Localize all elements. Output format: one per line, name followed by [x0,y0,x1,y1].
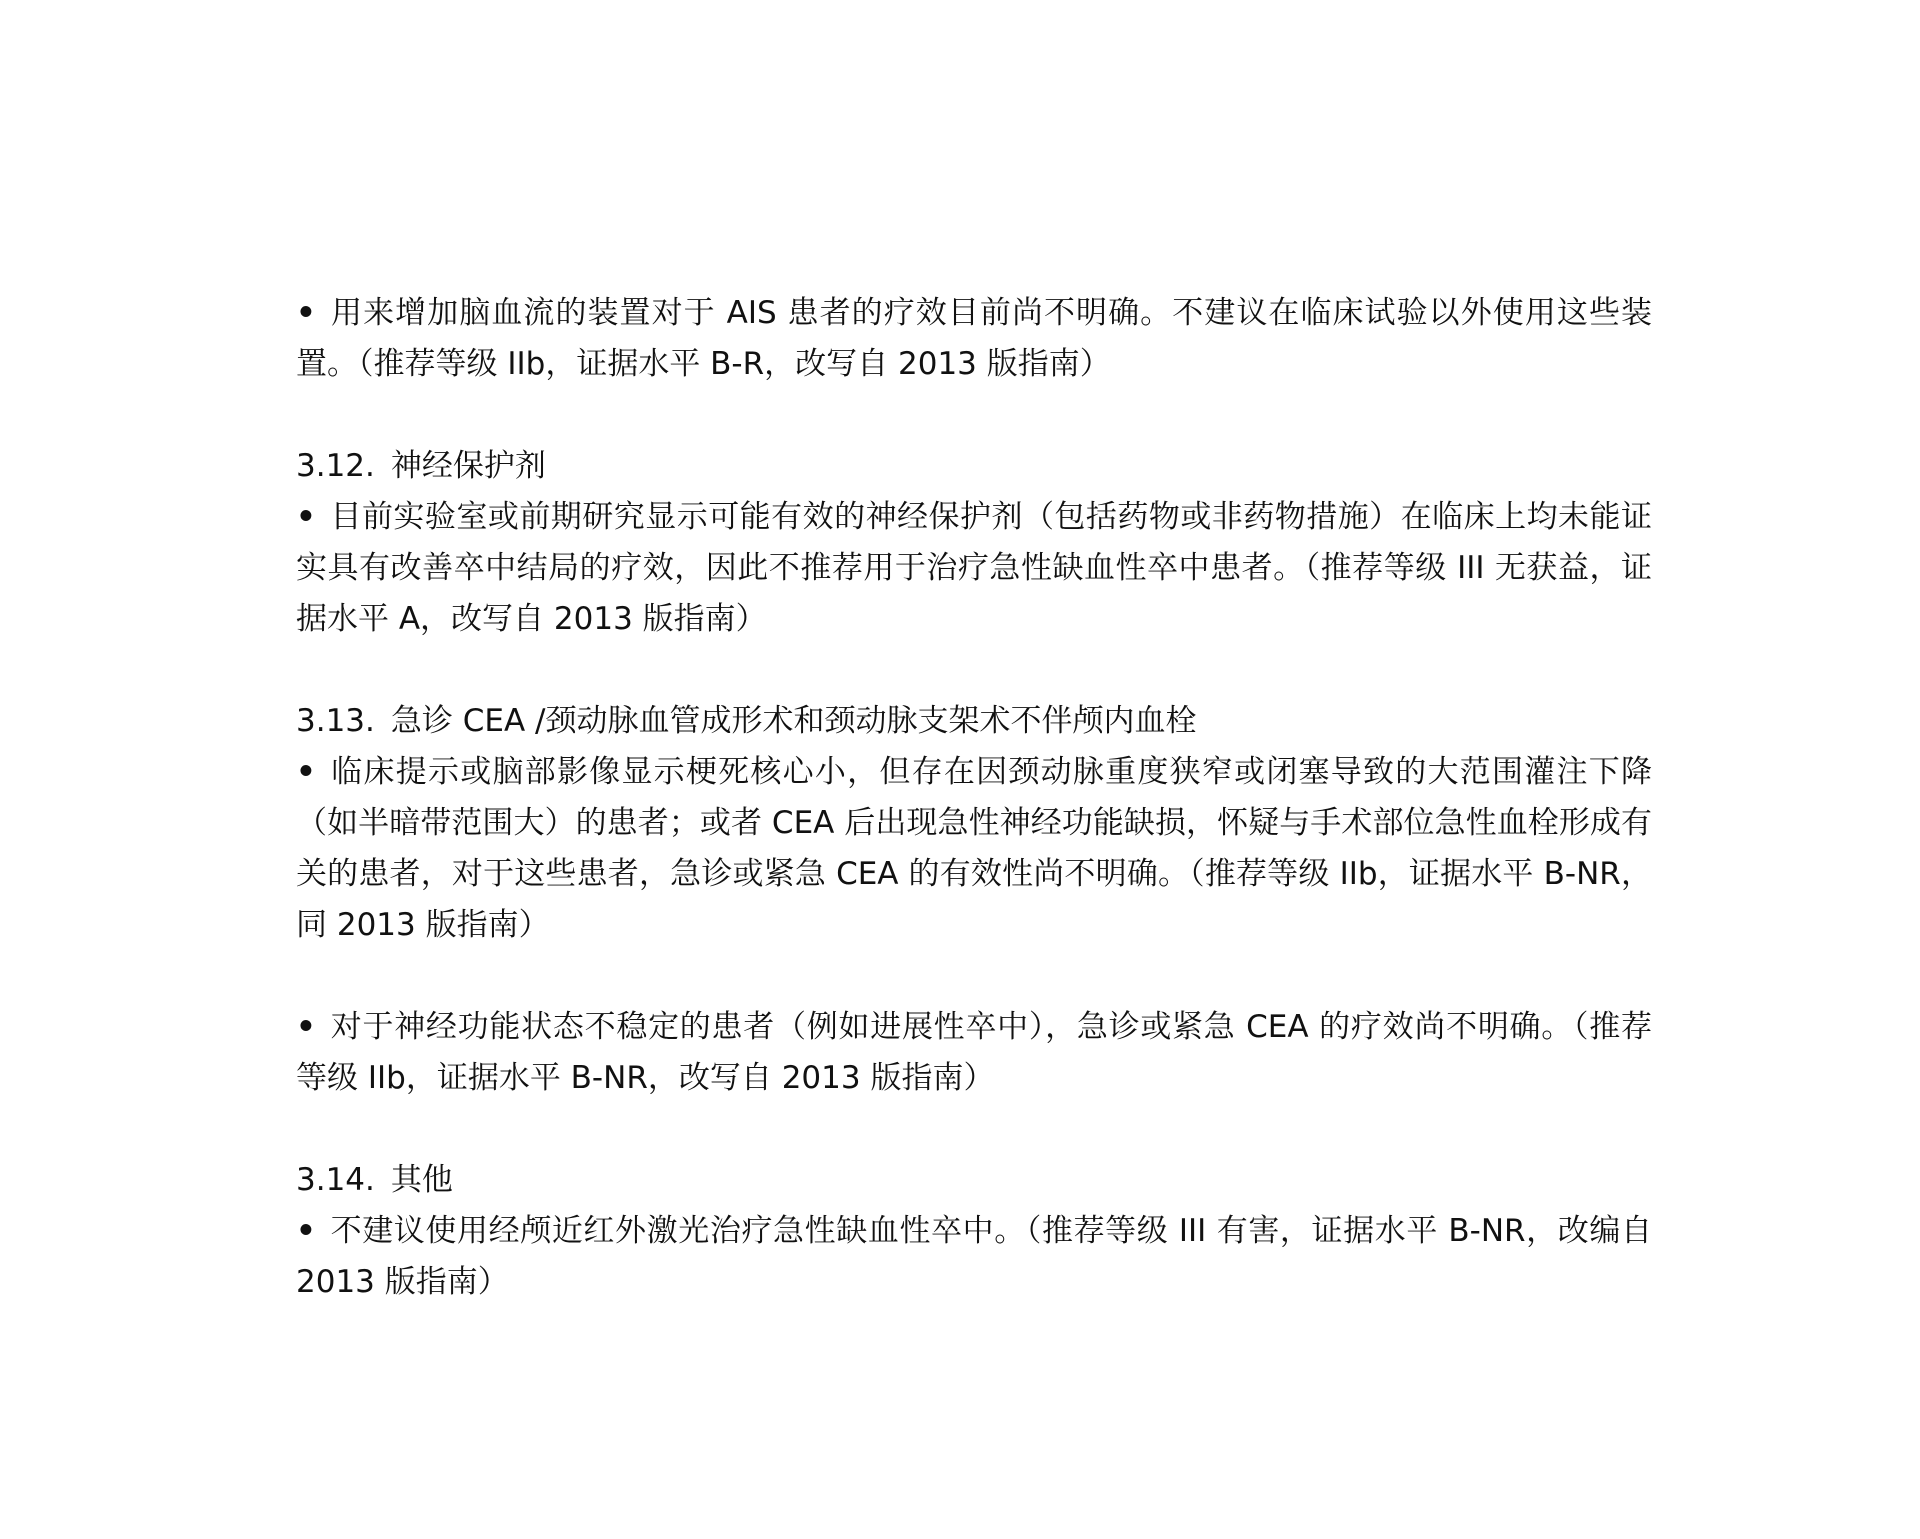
section-title: 急诊 CEA /颈动脉血管成形术和颈动脉支架术不伴颅内血栓 [390,703,1197,739]
recommendation-text: 临床提示或脑部影像显示梗死核心小，但存在因颈动脉重度狭窄或闭塞导致的大范围灌注下降（如半暗带范围大）的患者；或者 CEA 后出现急性神经功能缺损，怀疑与手术部位急性血栓形成有关的患者，对于这些患者，急诊或紧急 CEA 的有效性尚不明确。（推荐等级 IIb，证据水平 B-NR，同 2013 版指南） [296,754,1652,943]
bullet-icon: • [296,295,316,331]
recommendation-text: 目前实验室或前期研究显示可能有效的神经保护剂（包括药物或非药物措施）在临床上均未能证实具有改善卒中结局的疗效，因此不推荐用于治疗急性缺血性卒中患者。（推荐等级 III 无获益，证据水平 A，改写自 2013 版指南） [296,499,1652,637]
recommendation-text: 用来增加脑血流的装置对于 AIS 患者的疗效目前尚不明确。不建议在临床试验以外使用这些装置。（推荐等级 IIb，证据水平 B-R，改写自 2013 版指南） [296,295,1652,382]
recommendation-emergency-cea [296,747,1652,951]
section-title: 其他 [390,1162,453,1198]
bullet-icon: • [296,1009,316,1045]
section-number: 3.14. [296,1162,375,1198]
bullet-icon: • [296,1213,316,1249]
recommendation-devices [296,288,1652,390]
document-body [296,288,1652,1308]
recommendation-neuroprotection [296,492,1652,645]
section-number: 3.12. [296,448,375,484]
section-heading-3-14 [296,1155,1652,1206]
section-heading-3-12 [296,441,1652,492]
recommendation-unstable-neuro [296,1002,1652,1104]
recommendation-text: 不建议使用经颅近红外激光治疗急性缺血性卒中。（推荐等级 III 有害，证据水平 B-NR，改编自 2013 版指南） [296,1213,1652,1300]
recommendation-text: 对于神经功能状态不稳定的患者（例如进展性卒中），急诊或紧急 CEA 的疗效尚不明确。（推荐等级 IIb，证据水平 B-NR，改写自 2013 版指南） [296,1009,1652,1096]
bullet-icon: • [296,754,316,790]
section-title: 神经保护剂 [390,448,546,484]
bullet-icon: • [296,499,316,535]
section-heading-3-13 [296,696,1652,747]
section-number: 3.13. [296,703,375,739]
recommendation-laser [296,1206,1652,1308]
